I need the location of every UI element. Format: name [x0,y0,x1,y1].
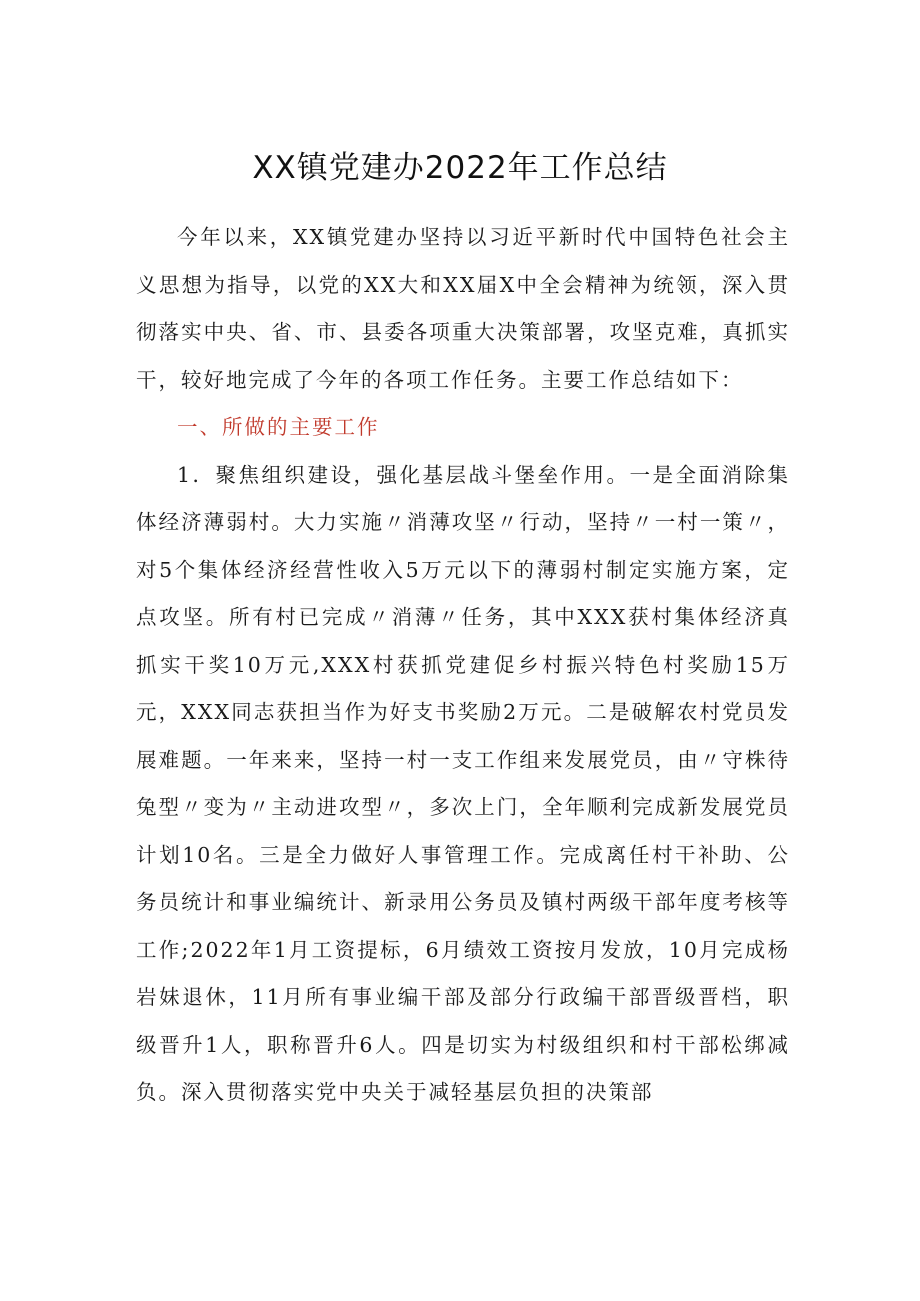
body-paragraph: 1．聚焦组织建设，强化基层战斗堡垒作用。一是全面消除集体经济薄弱村。大力实施〃消薄攻坚〃行动，坚持〃一村一策〃，对5个集体经济经营性收入5万元以下的薄弱村制定实施方案，定点攻坚。所有村已完成〃消薄〃任务，其中XXX获村集体经济真抓实干奖10万元,XXX村获抓党建促乡村振兴特色村奖励15万元，XXX同志获担当作为好支书奖励2万元。二是破解农村党员发展难题。一年来来，坚持一村一支工作组来发展党员，由〃守株待兔型〃变为〃主动进攻型〃，多次上门，全年顺利完成新发展党员计划10名。三是全力做好人事管理工作。完成离任村干补助、公务员统计和事业编统计、新录用公务员及镇村两级干部年度考核等工作;2022年1月工资提标，6月绩效工资按月发放，10月完成杨岩妹退休，11月所有事业编干部及部分行政编干部晋级晋档，职级晋升1人，职称晋升6人。四是切实为村级组织和村干部松绑减负。深入贯彻落实党中央关于减轻基层负担的决策部 [136,462,790,1104]
document-body [136,214,790,1117]
document-title: XX镇党建办2022年工作总结 [252,150,668,186]
section-heading: 一、所做的主要工作 [177,415,380,439]
intro-paragraph: 今年以来，XX镇党建办坚持以习近平新时代中国特色社会主义思想为指导，以党的XX大和XX届X中全会精神为统领，深入贯彻落实中央、省、市、县委各项重大决策部署，攻坚克难，真抓实干，较好地完成了今年的各项工作任务。主要工作总结如下： [136,225,790,392]
